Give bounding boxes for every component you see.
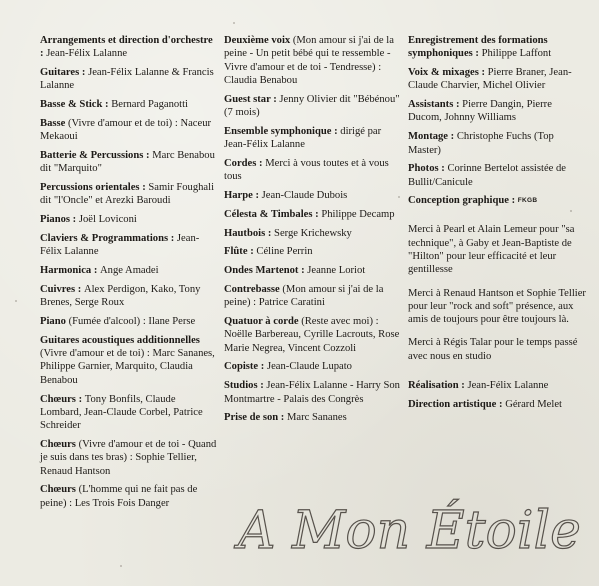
credit-role: Claviers & Programmations xyxy=(40,233,169,245)
credit-role: Basse & Stick xyxy=(40,99,103,111)
credit-entry xyxy=(40,213,218,226)
credit-name: Ange Amadei xyxy=(100,265,159,277)
credit-role: Réalisation xyxy=(408,380,459,392)
credit-separator: : xyxy=(453,99,463,111)
credit-entry xyxy=(224,245,402,258)
credit-name: (Fumée d'alcool) : Ilane Perse xyxy=(68,316,196,328)
credit-name: Pierre Dangin, Pierre Ducom, Johnny Williams xyxy=(408,99,552,124)
credit-entry xyxy=(224,411,402,424)
credit-entry xyxy=(224,208,402,221)
credit-entry xyxy=(408,34,588,61)
credit-role: Hautbois xyxy=(224,227,266,239)
paper-speck xyxy=(570,210,572,212)
credit-separator: : xyxy=(508,195,518,207)
credit-separator: : xyxy=(75,283,84,295)
credit-role: Chœurs xyxy=(40,438,76,450)
credit-name: Jenny Olivier dit "Bébénou" (7 mois) xyxy=(224,93,400,118)
credit-name: Jean-Claude Dubois xyxy=(261,189,348,201)
credit-name: Merci à vous toutes et à vous tous xyxy=(224,157,389,183)
credit-name: (L'homme qui ne fait pas de peine) : Les Trois Fois Danger xyxy=(40,484,198,509)
credit-name: (Reste avec moi) : Noëlle Barbereau, Cyrille Lacrouts, Rose Marie Negrea, Vincent Cozzoli xyxy=(224,316,400,354)
credit-separator: : xyxy=(458,380,468,392)
credit-separator: : xyxy=(91,265,101,277)
credit-role: Chœurs xyxy=(40,393,76,405)
credit-role: Deuxième voix xyxy=(224,35,291,46)
credit-role: Montage xyxy=(408,131,449,143)
credit-separator: : xyxy=(448,131,457,143)
paper-speck xyxy=(233,22,235,24)
credit-separator: : xyxy=(496,398,506,410)
credits-column-3 xyxy=(408,34,588,417)
credit-entry xyxy=(40,264,218,277)
credit-name: Tony Bonfils, Claude Lombard, Jean-Claude Corbel, Patrice Schreider xyxy=(40,393,203,432)
credit-entry xyxy=(40,438,218,478)
thanks-paragraph: Merci à Régis Talar pour le temps passé avec nous en studio xyxy=(408,337,578,362)
credit-entry xyxy=(40,334,218,387)
thanks-paragraph: Merci à Renaud Hantson et Sophie Tellier pour leur "rock and soft" présence, aux amis de toujours pour être toujours là. xyxy=(408,287,586,326)
signature-text: A Mon Étoile xyxy=(238,501,581,561)
credit-entry xyxy=(408,130,588,157)
credit-entry xyxy=(224,315,402,355)
credit-name: Bernard Paganotti xyxy=(111,99,189,111)
credit-name: Joël Loviconi xyxy=(78,214,137,226)
credit-role: Ondes Martenot xyxy=(224,265,299,277)
credit-entry xyxy=(40,98,218,111)
credit-entry xyxy=(408,398,588,411)
credit-entry xyxy=(224,379,402,406)
credit-separator: : xyxy=(168,233,177,245)
credit-entry xyxy=(224,227,402,240)
credit-separator: : xyxy=(472,48,482,60)
credit-role: Guitares xyxy=(40,67,80,79)
credit-name: Marc Sananes xyxy=(286,412,347,424)
credit-role: Copiste xyxy=(224,361,259,373)
credit-entry xyxy=(40,393,218,433)
credit-role: Prise de son xyxy=(224,412,279,424)
credit-role: Chœurs xyxy=(40,484,76,496)
credit-separator: : xyxy=(258,361,267,373)
credit-separator: : xyxy=(278,412,287,424)
credit-role: Enregistrement des formations symphoniques xyxy=(408,35,548,60)
credit-name: (Vivre d'amour et de toi) : Marc Sananes, Philippe Garnier, Marquito, Claudia Benabou xyxy=(40,348,215,386)
credit-separator: : xyxy=(331,125,341,137)
credit-entry xyxy=(40,315,218,328)
credit-separator: : xyxy=(256,157,266,169)
credit-name: dirigé par Jean-Félix Lalanne xyxy=(224,125,382,151)
credit-name: Alex Perdigon, Kako, Tony Brenes, Serge Roux xyxy=(40,283,201,309)
credit-entry xyxy=(408,379,588,392)
handwritten-signature xyxy=(232,478,582,570)
credit-separator: : xyxy=(438,163,448,175)
credit-entry xyxy=(224,264,402,277)
credit-entry xyxy=(224,93,402,120)
credit-name: Pierre Braner, Jean-Claude Charvier, Michel Olivier xyxy=(408,67,572,92)
credit-separator: : xyxy=(298,265,308,277)
thanks-paragraph: Merci à Pearl et Alain Lemeur pour "sa technique", à Gaby et Jean-Baptiste de "Hilton" pour leur efficacité et leur gentillesse xyxy=(408,224,575,276)
credit-name: Jean-Félix Lalanne xyxy=(46,48,128,60)
credit-name: (Vivre d'amour et de toi - Quand je suis dans tes bras) : Sophie Tellier, Renaud Hantson xyxy=(40,438,217,477)
credit-role: Conception graphique xyxy=(408,195,509,207)
credits-column-1 xyxy=(40,34,218,515)
credit-name: Jean-Félix Lalanne - Harry Son Montmartre - Palais des Congrès xyxy=(224,380,400,405)
credit-separator: : xyxy=(143,150,153,162)
credit-role: Pianos xyxy=(40,214,71,226)
credit-name: Serge Krichewsky xyxy=(274,227,352,239)
credit-role: Arrangements et direction d'orchestre xyxy=(40,35,213,46)
credit-entry xyxy=(408,66,588,93)
credit-role: Assistants xyxy=(408,99,454,111)
credit-role: Quatuor à corde xyxy=(224,316,299,328)
credit-separator: : xyxy=(40,48,47,60)
credit-name: Marc Benabou dit "Marquito" xyxy=(40,150,215,175)
credit-entry xyxy=(408,98,588,125)
credit-name: Jean-Claude Lupato xyxy=(266,361,352,373)
credit-entry xyxy=(40,66,218,93)
credit-role: Photos xyxy=(408,163,439,175)
credit-role: Ensemble symphonique xyxy=(224,125,332,137)
credit-role: Célesta & Timbales xyxy=(224,208,313,220)
credit-role: Contrebasse xyxy=(224,283,280,295)
credit-name: Gérard Melet xyxy=(505,398,562,410)
credit-separator: : xyxy=(478,67,488,79)
credit-role: Studios xyxy=(224,380,258,392)
credit-name: Christophe Fuchs (Top Master) xyxy=(408,131,554,156)
credit-separator: : xyxy=(252,189,262,201)
credit-name: Jeanne Loriot xyxy=(307,265,366,277)
credit-entry xyxy=(40,181,218,208)
credit-separator: : xyxy=(247,246,257,258)
credit-name: (Mon amour si j'ai de la peine - Un petit bébé qui te ressemble - Vivre d'amour et de toi - Tendresse) : Claudia Benabou xyxy=(224,35,394,86)
credit-entry xyxy=(224,283,402,310)
credit-entry xyxy=(40,483,218,510)
credit-entry xyxy=(224,125,402,152)
credit-role: Basse xyxy=(40,117,66,129)
credit-separator: : xyxy=(257,380,267,392)
credit-separator: : xyxy=(270,93,280,105)
credit-role: Flûte xyxy=(224,246,248,258)
credit-role: Guest star xyxy=(224,93,271,105)
credit-name: Céline Perrin xyxy=(256,246,313,258)
credit-entry xyxy=(40,149,218,176)
credit-role: Piano xyxy=(40,316,66,328)
credit-separator: : xyxy=(75,393,85,405)
credit-name: (Mon amour si j'ai de la peine) : Patrice Caratini xyxy=(224,283,384,309)
credit-role: Direction artistique xyxy=(408,398,497,410)
credit-entry xyxy=(408,194,588,207)
credit-separator: : xyxy=(70,214,79,226)
credit-separator: : xyxy=(102,99,112,111)
credit-entry xyxy=(40,117,218,144)
credit-entry xyxy=(40,283,218,310)
credit-role: Voix & mixages xyxy=(408,67,479,79)
credits-column-2 xyxy=(224,34,402,430)
credit-entry xyxy=(224,189,402,202)
credit-entry xyxy=(40,34,218,61)
credit-name: Philippe Decamp xyxy=(321,208,395,220)
credit-name: (Vivre d'amour et de toi) : Naceur Mekaoui xyxy=(40,117,212,143)
credit-role: Guitares acoustiques additionnelles xyxy=(40,334,200,346)
credit-role: Percussions orientales xyxy=(40,182,140,194)
paper-speck xyxy=(398,196,400,198)
credit-name: FKGB xyxy=(517,197,538,205)
credit-role: Harpe xyxy=(224,189,253,201)
credit-separator: : xyxy=(139,182,149,194)
credit-role: Harmonica xyxy=(40,265,92,277)
credit-entry xyxy=(224,360,402,373)
credit-name: Jean-Félix Lalanne xyxy=(40,233,200,258)
credit-entry xyxy=(224,157,402,184)
credit-role: Batterie & Percussions xyxy=(40,150,144,162)
credit-entry xyxy=(408,162,588,189)
credit-entry xyxy=(224,34,402,87)
credit-role: Cuivres xyxy=(40,283,76,295)
credit-separator: : xyxy=(79,67,89,79)
credit-name: Samir Foughali dit "l'Oncle" et Arezki Baroudi xyxy=(40,182,215,207)
credit-separator: : xyxy=(265,227,275,239)
credit-separator: : xyxy=(312,208,322,220)
credit-name: Corinne Bertelot assistée de Bullit/Canicule xyxy=(408,163,566,188)
credit-name: Jean-Félix Lalanne & Francis Lalanne xyxy=(40,67,214,92)
credit-entry xyxy=(40,232,218,259)
credit-role: Cordes xyxy=(224,157,257,169)
paper-speck xyxy=(120,565,122,567)
paper-speck xyxy=(15,300,17,302)
credit-name: Jean-Félix Lalanne xyxy=(467,380,549,392)
credit-name: Philippe Laffont xyxy=(481,48,552,60)
